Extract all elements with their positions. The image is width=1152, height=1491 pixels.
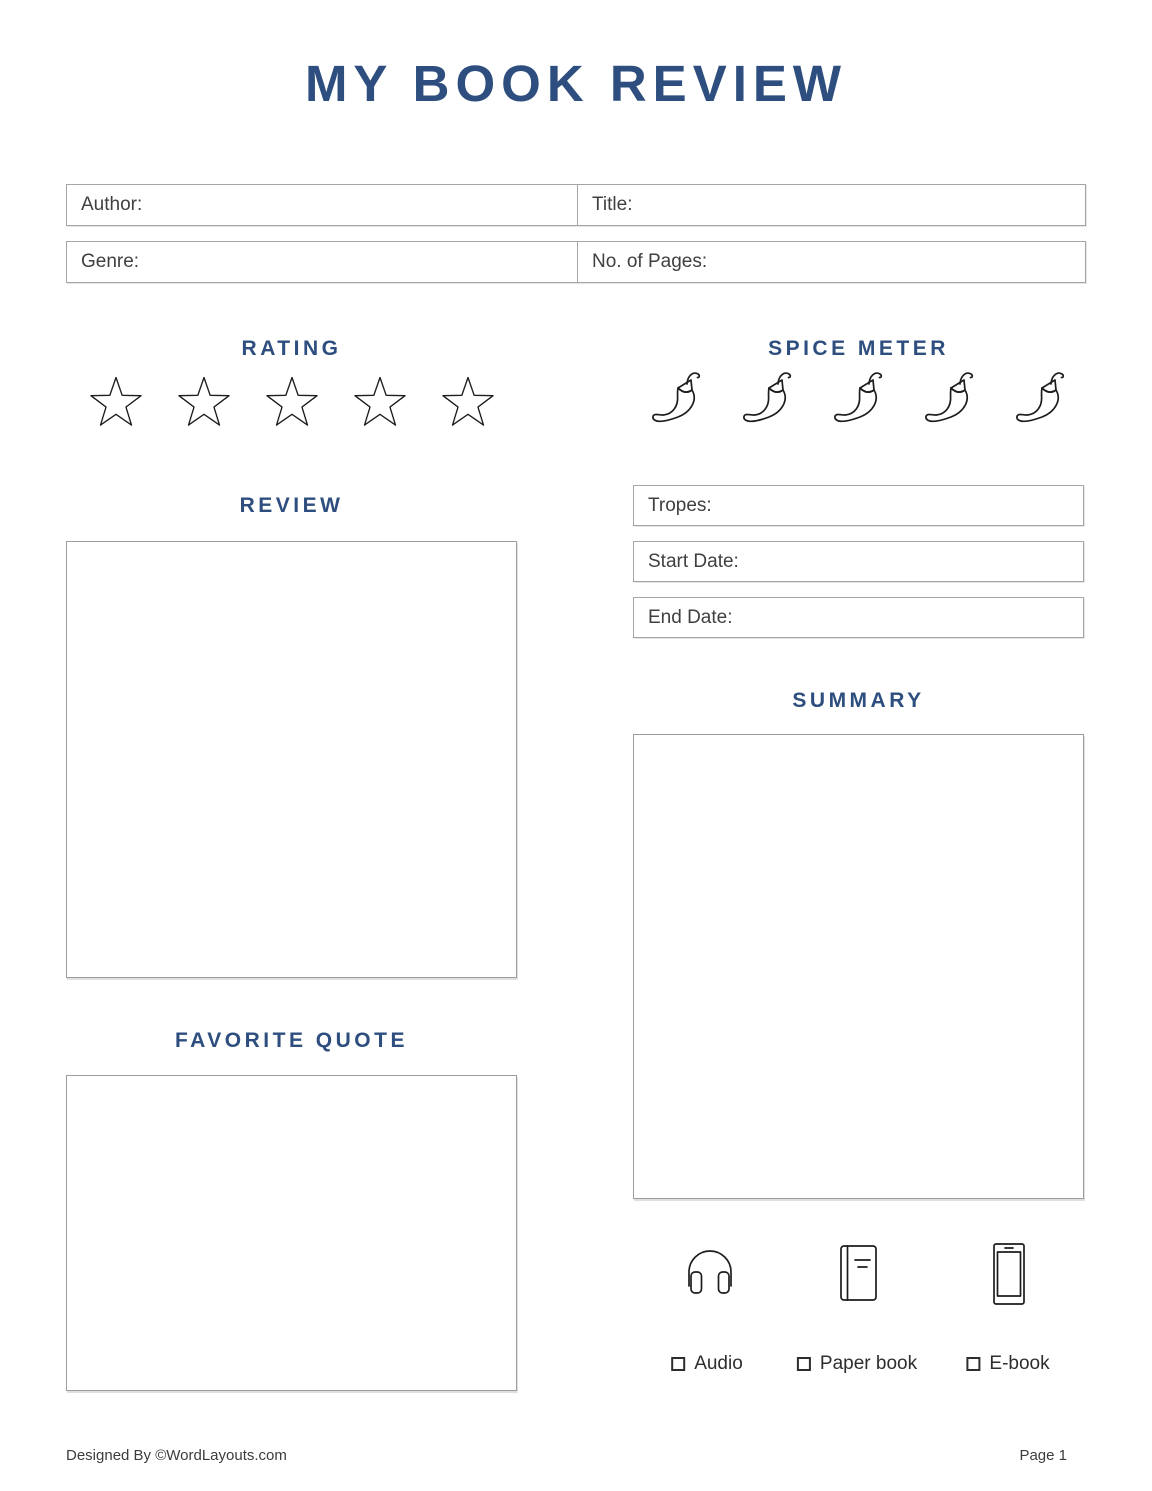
author-field[interactable] [67,185,578,225]
chili-pepper-icon[interactable] [736,366,800,432]
page-title: MY BOOK REVIEW [304,55,848,112]
chili-pepper-icon[interactable] [918,366,982,432]
headphones-icon [678,1241,742,1309]
end-date-label: End Date: [648,606,733,628]
page-number: Page 1 [1019,1447,1067,1464]
rating-stars [66,372,517,432]
spice-meter-heading: SPICE METER [768,337,949,360]
star-icon[interactable] [439,372,497,432]
star-icon[interactable] [175,372,233,432]
chili-pepper-icon[interactable] [827,366,891,432]
info-row-genre-pages [66,241,1086,283]
summary-textarea[interactable] [633,734,1084,1199]
audio-label: Audio [694,1353,743,1374]
star-icon[interactable] [87,372,145,432]
favorite-quote-heading: FAVORITE QUOTE [175,1029,408,1052]
review-heading: REVIEW [239,494,344,517]
genre-field[interactable] [67,242,578,282]
phone-icon [977,1241,1041,1309]
info-row-author-title [66,184,1086,226]
review-textarea[interactable] [66,541,517,978]
star-icon[interactable] [351,372,409,432]
chili-pepper-icon[interactable] [645,366,709,432]
book-title-field[interactable] [578,185,1085,225]
paper-book-label: Paper book [819,1353,918,1374]
ebook-checkbox[interactable] [966,1357,980,1371]
tropes-label: Tropes: [648,494,712,516]
pages-label: No. of Pages: [592,251,708,272]
ebook-label: E-book [989,1353,1050,1374]
end-date-field[interactable] [633,597,1084,638]
chili-pepper-icon[interactable] [1009,366,1073,432]
rating-heading: RATING [241,337,342,360]
summary-heading: SUMMARY [792,689,925,712]
book-title-label: Title: [592,194,633,215]
pages-field[interactable] [578,242,1085,282]
start-date-field[interactable] [633,541,1084,582]
paper-book-checkbox[interactable] [797,1357,811,1371]
genre-label: Genre: [81,251,140,272]
book-icon [826,1241,890,1309]
favorite-quote-textarea[interactable] [66,1075,517,1391]
audio-checkbox[interactable] [671,1357,685,1371]
ebook-option [966,1353,1049,1375]
author-label: Author: [81,194,143,215]
spice-meter-chilis [633,366,1084,432]
paper-book-option [797,1353,917,1375]
start-date-label: Start Date: [648,550,739,572]
tropes-field[interactable] [633,485,1084,526]
designer-credit: Designed By ©WordLayouts.com [66,1447,287,1464]
star-icon[interactable] [263,372,321,432]
audio-option [671,1353,743,1375]
